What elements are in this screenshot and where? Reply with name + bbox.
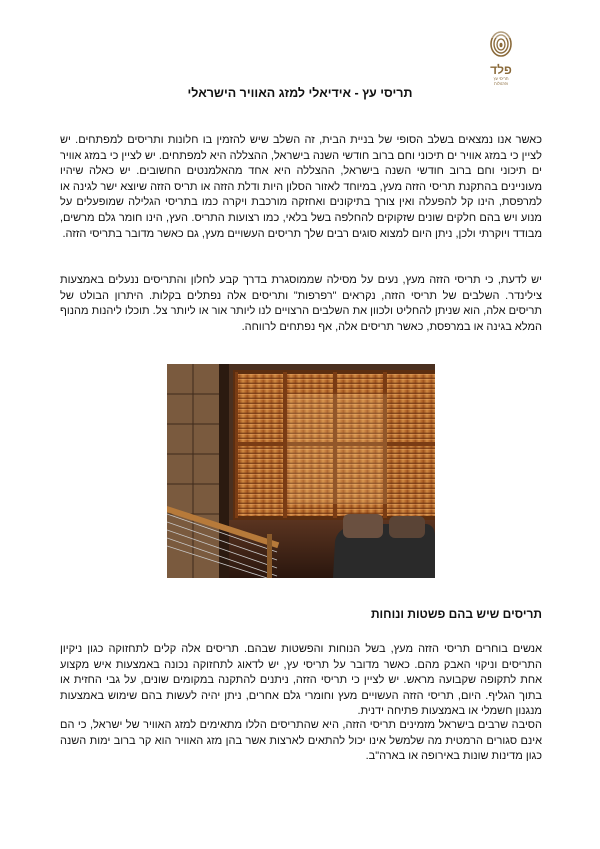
shutters-photo: [167, 364, 435, 578]
paragraph-climate: הסיבה שרבים בישראל מזמינים תריסי הזזה, היא שהתריסים הללו מתאימים למזג האוויר של ישראל, כי הם אינם סגורים הרמטית מה שלמשל אינו יכול להתאים לארצות אשר בהן מזג האוויר הוא קר ברוב ימות השנה כגון מדינות שונות באירופה או בארה"ב.: [60, 719, 542, 763]
shutters-room-image: [167, 364, 435, 578]
logo-tagline: תריסי עץ ופרגולות: [493, 76, 509, 86]
paragraph-intro: כאשר אנו נמצאים בשלב הסופי של בניית הבית, זה השלב שיש להזמין בו חלונות ותריסים למפתחים. יש לציין כי במזג אוויר ים תיכוני וחם ברוב חודשי השנה בישראל, ההצללה היא למפתחים. יש לציין כי במזג אוויר ים תיכוני וחם ברוב חודשי השנה בישראל, ההצללה היא אחד מהאלמנטים החשובים. יש כאלה שיהיו מעוניינים בהתקנת תריסי הזזה מעץ, במיוחד לאזור הסלון היות ודלת הזזה או תריס הזזה שיוצא ישר לגינה או למרפסת, הינו קל להפעלה ואין צורך בתיקונים ואחזקה מורכבת ויקרה כמו בתריסי הגלילה שמופעלים על מנוע ויש בהם חלקים שונים שזקוקים להחלפה בשל בלאי, כמו רצועות התריס. העץ, הינו חומר גלם מרשים, מבודד ויוקרתי ולכן, ניתן היום למצוא סוגים רבים שלך תריסים העשויים מעץ, גם כאשר מדובר בתריסי הזזה.: [60, 134, 542, 240]
logo-name: פלד: [490, 63, 512, 77]
paragraph-convenience: אנשים בוחרים תריסי הזזה מעץ, בשל הנוחות והפשטות שבהם. תריסים אלה קלים לתחזוקה כגון ניקיון התריסים וניקוי האבק מהם. כאשר מדובר על תריסי עץ, יש לדאוג לתחזוקה נכונה באמצעות איש מקצוע אחת לתקופה שקבועה מראש. יש לציין כי תריסי הזזה, ניתנים להתקנה במקומים שונים, על גבי החזית או בתוך הגליף. היום, תריסי הזזה העשויים מעץ וחומרי גלם אחרים, ניתן יהיה לעשות בהם שימוש באמצעות מנגנון חשמלי או באמצעות פתיחה ידנית.: [60, 643, 542, 718]
company-logo: [486, 30, 516, 86]
document-title: תריסי עץ - אידיאלי למזג האוויר הישראלי: [187, 86, 413, 100]
fingerprint-logo-icon: [488, 30, 514, 58]
paragraph-sliding-mechanism: יש לדעת, כי תריסי הזזה מעץ, נעים על מסילה שממוסגרת בדרך קבע לחלון והתריסים ננעלים באמצעות צילינדר. השלבים של תריסי הזזה, נקראים "רפרפות" ותריסים אלה נפתלים בקלות. היתרון הבולט של תריסים אלה, הוא שניתן להחליט ולכוון את השלבים הרצויים לנו ליותר אור או ליותר צל. תוכלו ליהנות מהנוף המלא בגינה או במרפסת, כאשר תריסים אלה, אף נפתחים לרווחה.: [60, 274, 542, 333]
section-subtitle: תריסים שיש בהם פשטות ונוחות: [370, 607, 542, 621]
